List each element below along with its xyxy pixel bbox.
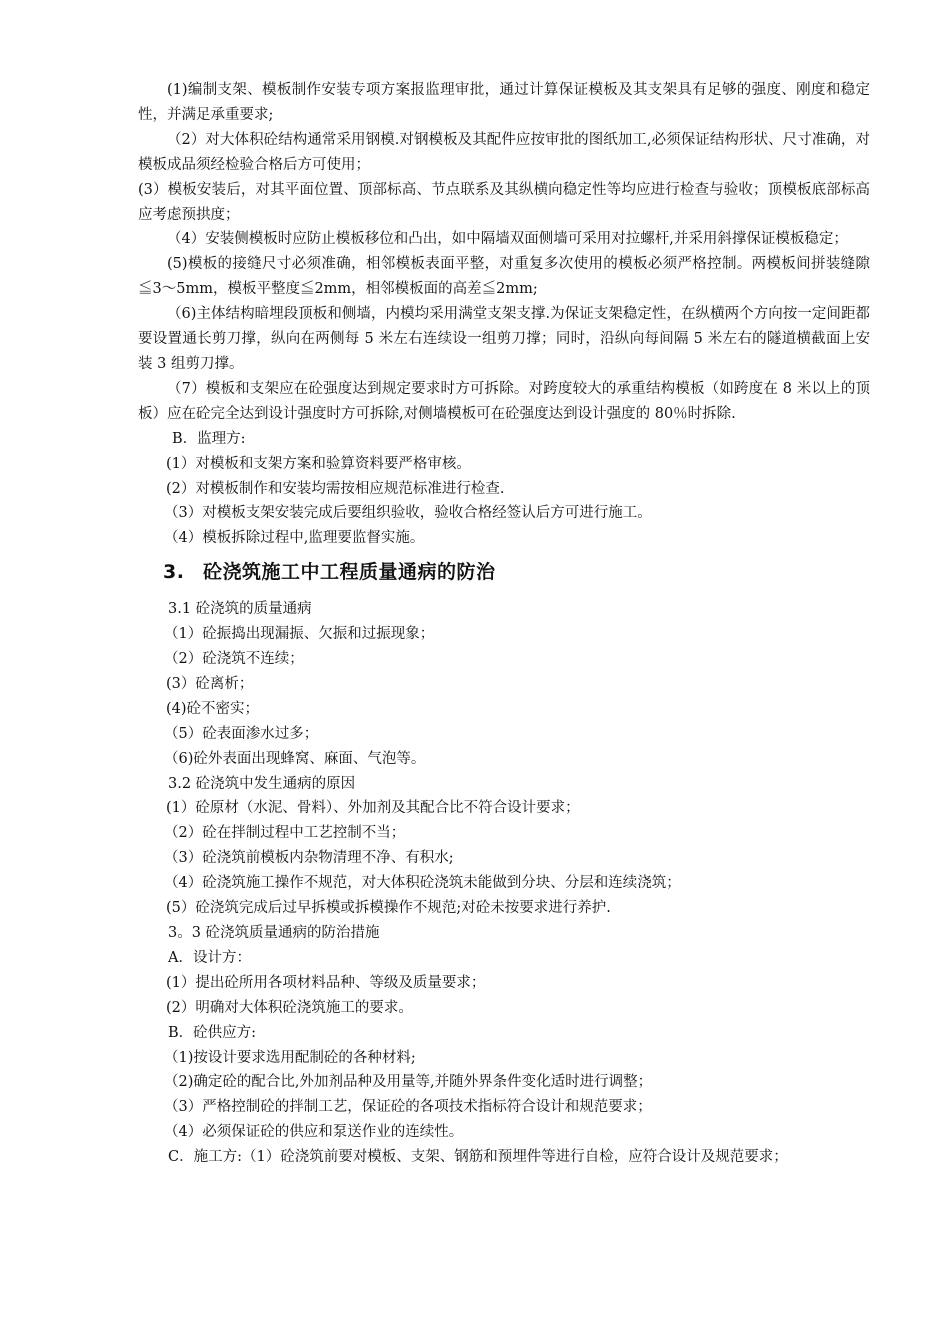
paragraph-7: （7）模板和支架应在砼强度达到规定要求时方可拆除。对跨度较大的承重结构模板（如跨度在 8 米以上的顶板）应在砼完全达到设计强度时方可拆除,对侧墙模板可在砼强度达到设计强度的 80％时拆除. xyxy=(138,380,870,422)
s33-supplier-item-3: （3）严格控制砼的拌制工艺，保证砼的各项技术指标符合设计和规范要求； xyxy=(164,1099,652,1116)
paragraph-3 xyxy=(138,178,870,228)
supervision-item-4: （4）模板拆除过程中,监理要监督实施。 xyxy=(164,530,425,547)
s31-item-2: （2）砼浇筑不连续； xyxy=(164,651,304,668)
paragraph-4: （4）安装侧模板时应防止模板移位和凸出，如中隔墙双面侧墙可采用对拉螺杆,并采用斜撑保证模板稳定； xyxy=(167,231,848,248)
s32-item-5: (5）砼浇筑完成后过早拆模或拆模操作不规范;对砼未按要求进行养护. xyxy=(166,900,611,917)
section-3-heading xyxy=(163,557,870,587)
section-3-number: 3. xyxy=(163,561,185,584)
s32-heading: 3.2 砼浇筑中发生通病的原因 xyxy=(168,775,356,792)
s33-construction-line: C．施工方:（1）砼浇筑前要对模板、支架、钢筋和预埋件等进行自检，应符合设计及规范要求； xyxy=(168,1149,788,1166)
supervision-item-3: （3）对模板支架安装完成后要组织验收，验收合格经签认后方可进行施工。 xyxy=(164,505,652,522)
paragraph-6: （6)主体结构暗埋段顶板和侧墙，内模均采用满堂支架支撑.为保证支架稳定性，在纵横两个方向按一定间距都要设置通长剪刀撑，纵向在两侧每 5 米左右连续设一组剪刀撑；同时，沿纵向每间隔 5 米左右的隧道横截面上安装 3 组剪刀撑。 xyxy=(138,306,870,372)
s33-design-item-1: (1）提出砼所用各项材料品种、等级及质量要求； xyxy=(166,974,486,991)
s33-design-heading: A．设计方： xyxy=(168,949,251,966)
s33-design-item-2: (2）明确对大体积砼浇筑施工的要求。 xyxy=(166,999,413,1016)
s32-item-2: （2）砼在拌制过程中工艺控制不当； xyxy=(164,825,406,842)
paragraph-1: (1)编制支架、模板制作安装专项方案报监理审批，通过计算保证模板及其支架具有足够的强度、刚度和稳定性，并满足承重要求; xyxy=(138,82,870,123)
s31-heading: 3.1 砼浇筑的质量通病 xyxy=(168,601,312,618)
paragraph-2: （2）对大体积砼结构通常采用钢模.对钢模板及其配件应按审批的图纸加工,必须保证结构形状、尺寸准确，对模板成品须经检验合格后方可使用； xyxy=(138,131,870,173)
s33-supplier-item-1: （1)按设计要求选用配制砼的各种材料; xyxy=(164,1049,416,1066)
s31-item-1: （1）砼振捣出现漏振、欠振和过振现象； xyxy=(164,626,435,643)
supervision-item-2: (2）对模板制作和安装均需按相应规范标准进行检查. xyxy=(166,480,505,497)
supervision-heading: B．监理方: xyxy=(172,430,246,447)
s32-item-4: （4）砼浇筑施工操作不规范，对大体积砼浇筑未能做到分块、分层和连续浇筑； xyxy=(164,875,681,892)
s31-item-5: （5）砼表面渗水过多； xyxy=(164,725,319,742)
s33-supplier-item-4: （4）必须保证砼的供应和泵送作业的连续性。 xyxy=(164,1124,464,1141)
paragraph-5: (5)模板的接缝尺寸必须准确，相邻模板表面平整，对重复多次使用的模板必须严格控制。两模板间拼装缝隙≦3～5mm，模板平整度≦2mm，相邻模板面的高差≦2mm; xyxy=(138,256,870,298)
s31-item-6: （6)砼外表面出现蜂窝、麻面、气泡等。 xyxy=(164,750,426,767)
paragraph-3-text: (3）模板安装后，对其平面位置、顶部标高、节点联系及其纵横向稳定性等均应进行检查与验收；顶模板底部标高应考虑预拱度； xyxy=(138,181,870,223)
s31-item-4: (4)砼不密实； xyxy=(166,700,260,717)
s32-item-1: (1）砼原材（水泥、骨料）、外加剂及其配合比不符合设计要求； xyxy=(166,800,580,817)
s33-heading: 3。3 砼浇筑质量通病的防治措施 xyxy=(168,925,380,941)
s33-supplier-item-2: （2)确定砼的配合比,外加剂品种及用量等,并随外界条件变化适时进行调整； xyxy=(164,1074,653,1091)
section-3-title: 砼浇筑施工中工程质量通病的防治 xyxy=(203,561,496,584)
supervision-item-1: (1）对模板和支架方案和验算资料要严格审核。 xyxy=(166,455,471,472)
s33-supplier-heading: B．砼供应方: xyxy=(168,1024,257,1041)
s32-item-3: （3）砼浇筑前模板内杂物清理不净、有积水; xyxy=(164,850,454,867)
s31-item-3: (3）砼离析； xyxy=(166,675,254,692)
